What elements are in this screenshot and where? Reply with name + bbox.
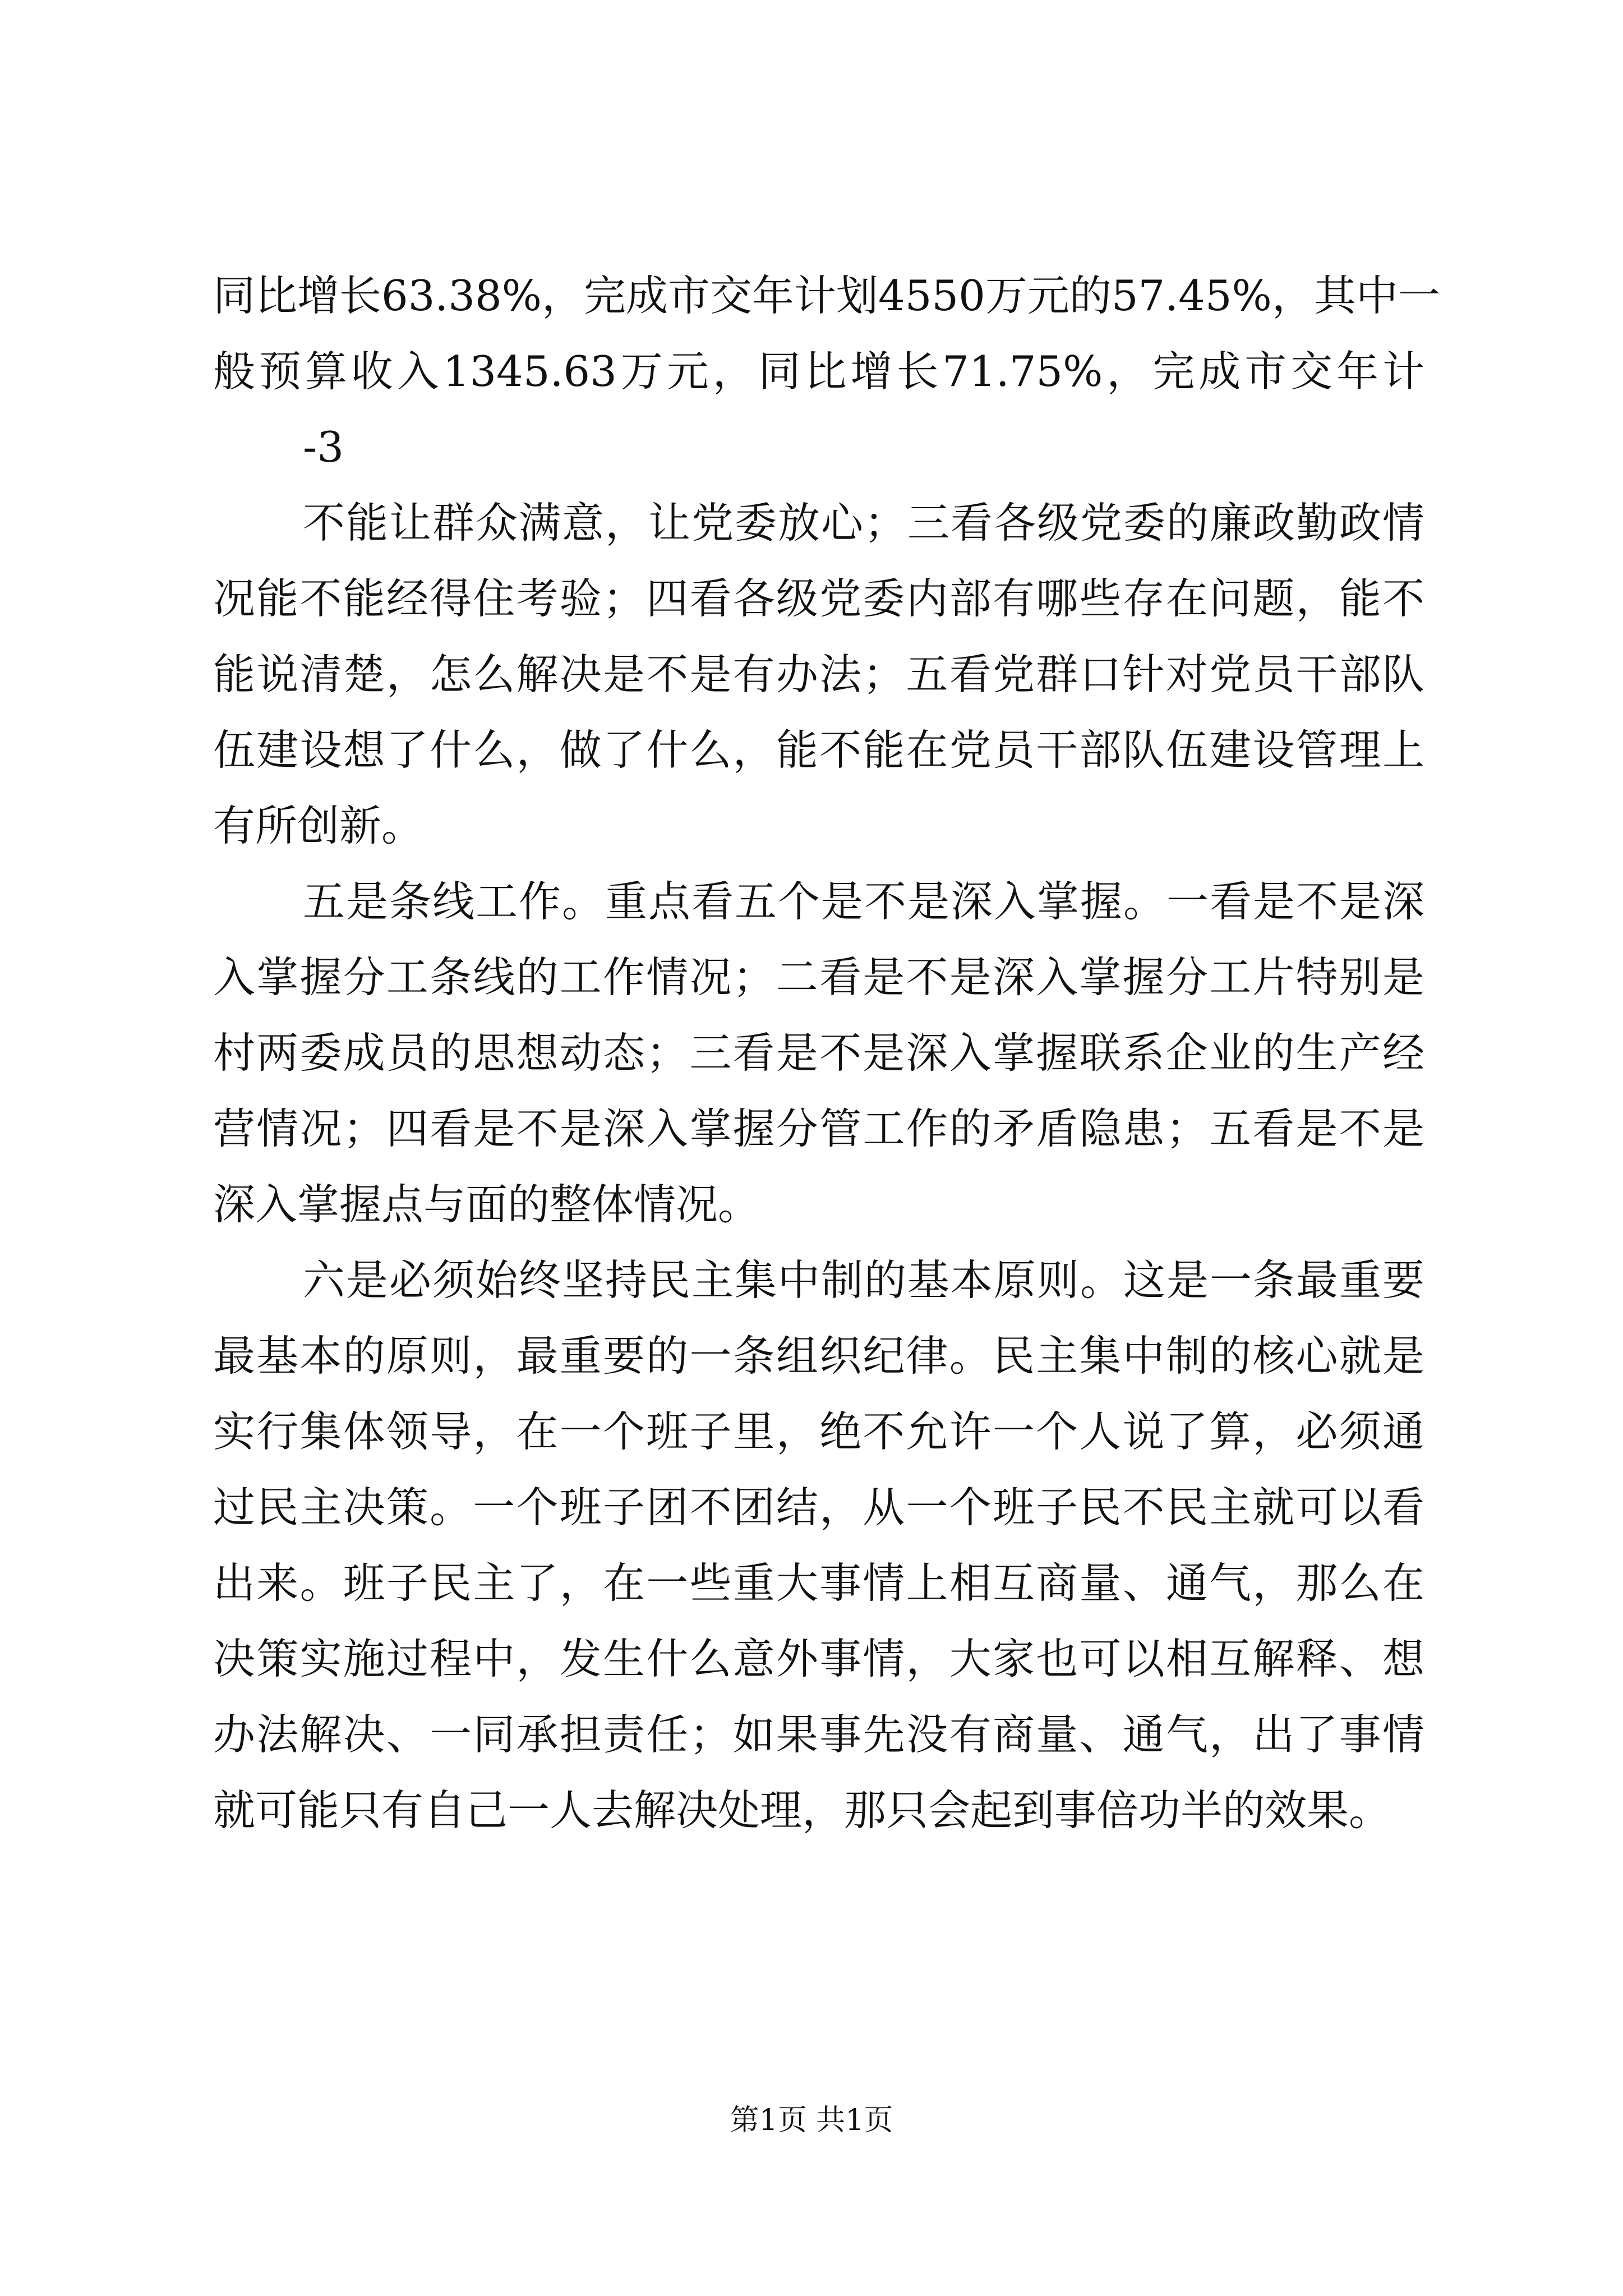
text-line: 决策实施过程中，发生什么意外事情，大家也可以相互解释、想 [213,1634,1424,1683]
text-line: 最基本的原则，最重要的一条组织纪律。民主集中制的核心就是 [213,1331,1424,1381]
document-body [213,258,1440,1848]
text-line: 入掌握分工条线的工作情况；二看是不是深入掌握分工片特别是 [213,953,1424,1002]
paragraph-line-work [213,864,1424,1243]
continuation-paragraph [213,258,1440,409]
text-line: 五是条线工作。重点看五个是不是深入掌握。一看是不是深 [303,877,1424,926]
text-line: 村两委成员的思想动态；三看是不是深入掌握联系企业的生产经 [213,1028,1424,1078]
page-footer: 第1页 共1页 [730,2104,893,2137]
text-line: 有所创新。 [213,801,424,850]
text-line: 同比增长63.38%，完成市交年计划4550万元的57.45%，其中一 [213,271,1440,320]
text-line: 深入掌握点与面的整体情况。 [213,1180,760,1229]
text-line: 营情况；四看是不是深入掌握分管工作的矛盾隐患；五看是不是 [213,1104,1424,1153]
paragraph-democratic-centralism [213,1243,1424,1848]
text-line: 般预算收入1345.63万元，同比增长71.75%，完成市交年计 [213,347,1424,396]
paragraph-supervision [213,485,1424,864]
text-line: 办法解决、一同承担责任；如果事先没有商量、通气，出了事情 [213,1710,1424,1759]
text-line: 能说清楚，怎么解决是不是有办法；五看党群口针对党员干部队 [213,650,1424,699]
text-line: 六是必须始终坚持民主集中制的基本原则。这是一条最重要 [303,1255,1424,1305]
text-line: 过民主决策。一个班子团不团结，从一个班子民不民主就可以看 [213,1483,1424,1532]
text-line: 况能不能经得住考验；四看各级党委内部有哪些存在问题，能不 [213,574,1424,623]
page-marker: -3 [303,422,344,472]
text-line: 就可能只有自己一人去解决处理，那只会起到事倍功半的效果。 [213,1786,1391,1835]
text-line: 实行集体领导，在一个班子里，绝不允许一个人说了算，必须通 [213,1407,1424,1456]
text-line: 不能让群众满意，让党委放心；三看各级党委的廉政勤政情 [303,498,1424,547]
text-line: 伍建设想了什么，做了什么，能不能在党员干部队伍建设管理上 [213,725,1424,775]
text-line: 出来。班子民主了，在一些重大事情上相互商量、通气，那么在 [213,1558,1424,1608]
